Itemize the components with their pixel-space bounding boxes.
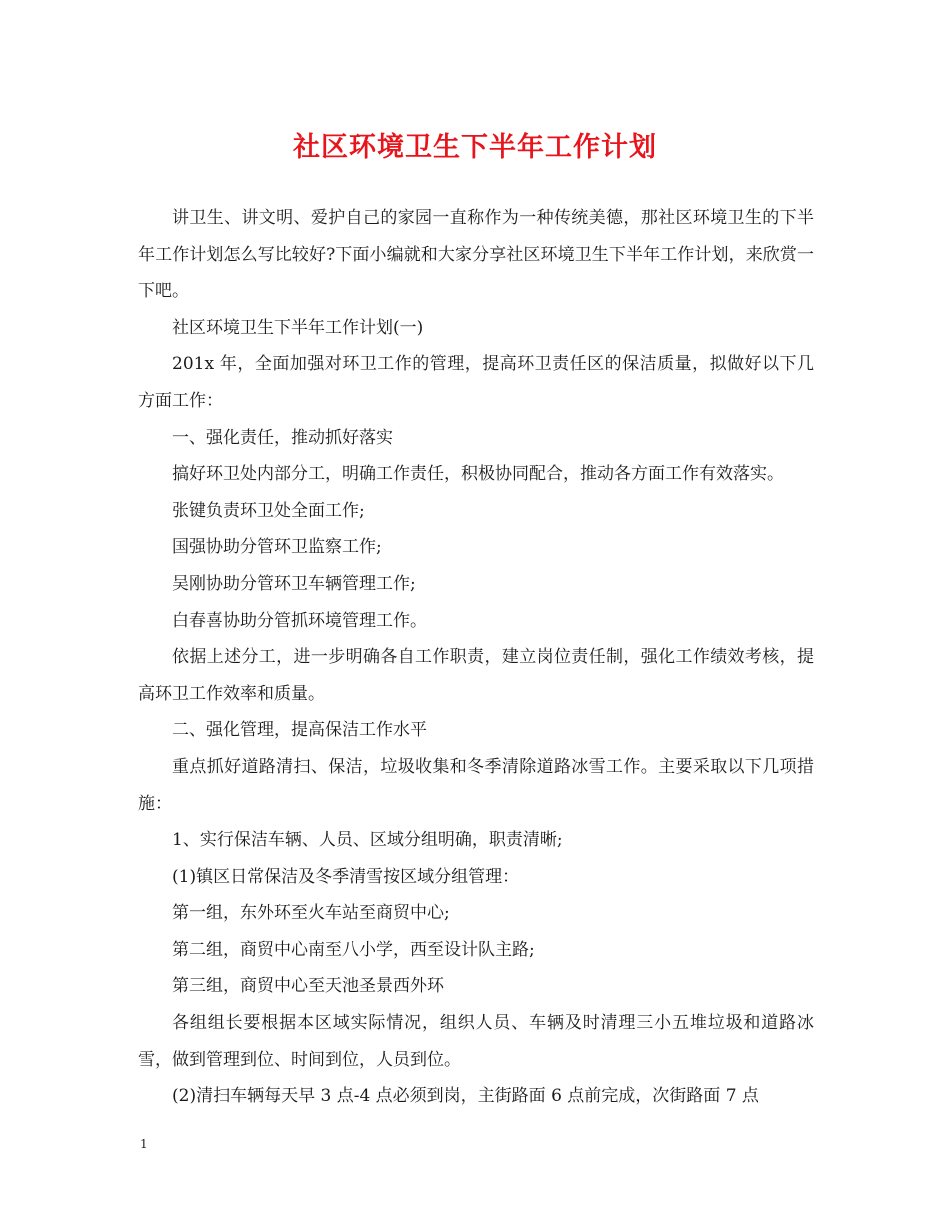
document-title: 社区环境卫生下半年工作计划 [293,132,657,163]
paragraph: 讲卫生、讲文明、爱护自己的家园一直称作为一种传统美德，那社区环境卫生的下半年工作计划怎么写比较好?下面小编就和大家分享社区环境卫生下半年工作计划，来欣赏一下吧。 [138,208,814,302]
list-item: (1)镇区日常保洁及冬季清雪按区域分组管理： [172,866,520,887]
list-item: 吴刚协助分管环卫车辆管理工作; [172,573,416,594]
section-heading: 一、强化责任，推动抓好落实 [172,427,393,448]
paragraph: 各组组长要根据本区域实际情况，组织人员、车辆及时清理三小五堆垃圾和道路冰雪，做到管理到位、时间到位，人员到位。 [138,1013,814,1070]
section-heading: 社区环境卫生下半年工作计划(一) [172,317,424,338]
document-body [138,200,814,1115]
paragraph: 搞好环卫处内部分工，明确工作责任，积极协同配合，推动各方面工作有效落实。 [172,464,784,485]
paragraph: 201x 年，全面加强对环卫工作的管理，提高环卫责任区的保洁质量，拟做好以下几方面工作： [138,354,814,411]
paragraph: (2)清扫车辆每天早 3 点-4 点必须到岗，主街路面 6 点前完成，次街路面 7 点 [172,1086,759,1107]
section-heading: 二、强化管理，提高保洁工作水平 [172,720,427,741]
paragraph: 依据上述分工，进一步明确各自工作职责，建立岗位责任制，强化工作绩效考核，提高环卫工作效率和质量。 [138,647,814,704]
list-item: 第二组，商贸中心南至八小学，西至设计队主路; [172,939,535,960]
page-number: 1 [140,1137,148,1151]
list-item: 白春喜协助分管抓环境管理工作。 [172,610,427,631]
list-item: 1、实行保洁车辆、人员、区域分组明确，职责清晰; [172,830,563,851]
list-item: 国强协助分管环卫监察工作; [172,537,382,558]
list-item: 第三组，商贸中心至天池圣景西外环 [172,976,444,997]
list-item: 张键负责环卫处全面工作; [172,500,365,521]
list-item: 第一组，东外环至火车站至商贸中心; [172,903,450,924]
paragraph: 重点抓好道路清扫、保洁，垃圾收集和冬季清除道路冰雪工作。主要采取以下几项措施： [138,756,814,814]
